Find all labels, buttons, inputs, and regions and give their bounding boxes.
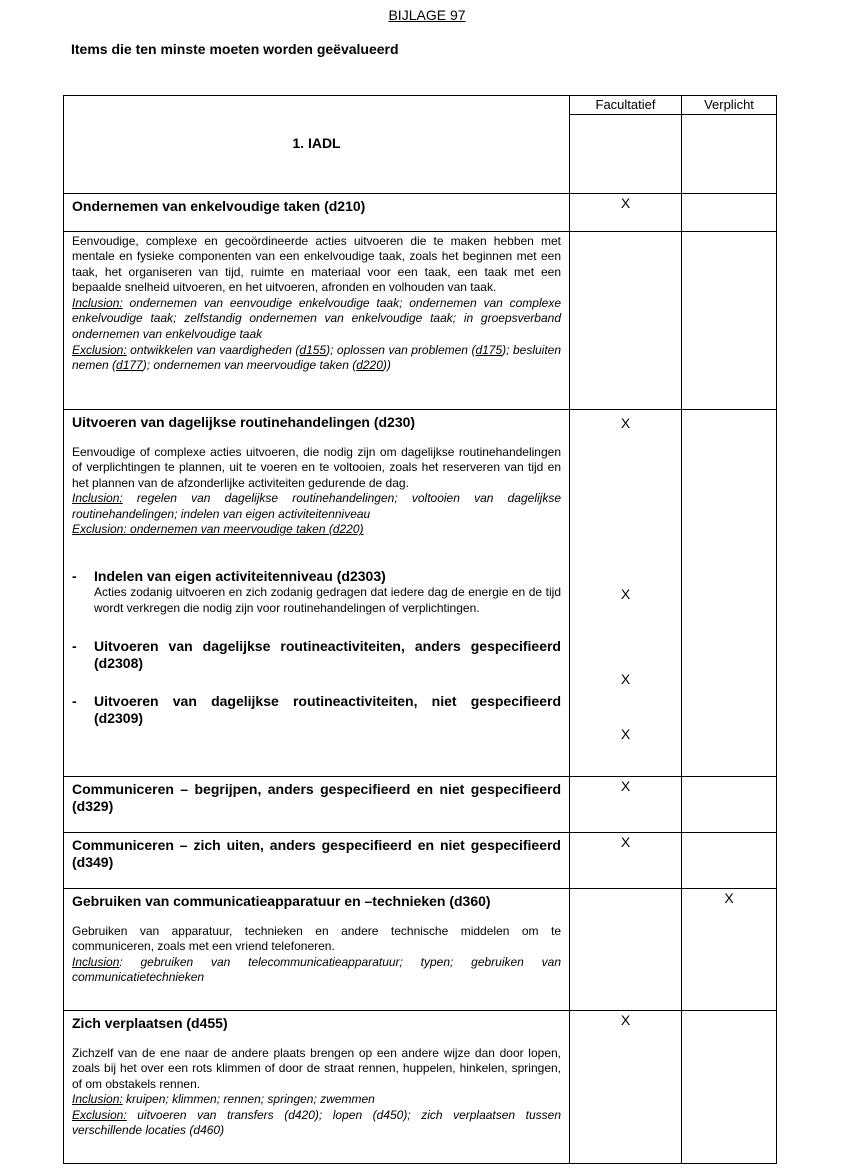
facultatief-mark: X [620, 670, 631, 687]
item-description: Gebruiken van apparatuur, technieken en andere technische middelen om te communiceren, zoals met een vriend telefoneren. [72, 923, 561, 954]
column-header-verplicht: Verplicht [682, 96, 777, 115]
item-inclusion: Inclusion: kruipen; klimmen; rennen; springen; zwemmen [72, 1092, 375, 1107]
table-header-row [64, 96, 777, 115]
item-heading: Communiceren – begrijpen, anders gespecifieerd en niet gespecifieerd (d329) [72, 780, 561, 814]
item-heading: Gebruiken van communicatieapparatuur en –technieken (d360) [72, 892, 491, 909]
sub-item-heading: Indelen van eigen activiteitenniveau (d2303) [94, 568, 386, 585]
page-subtitle: Items die ten minste moeten worden geëvalueerd [71, 41, 399, 57]
item-exclusion: Exclusion: ontwikkelen van vaardigheden (d155); oplossen van problemen (d175); besluiten nemen (d177); ondernemen van meervoudige taken (d220)) [72, 342, 562, 373]
facultatief-mark: X [620, 725, 631, 742]
table-row [64, 888, 777, 1010]
item-heading: Communiceren – zich uiten, anders gespecifieerd en niet gespecifieerd (d349) [72, 836, 561, 870]
verplicht-mark: X [682, 888, 777, 1010]
verplicht-mark [682, 832, 777, 888]
facultatief-mark: X [620, 585, 631, 602]
table-row [64, 409, 777, 776]
table-row [64, 231, 777, 409]
item-description: Eenvoudige of complexe acties uitvoeren, die nodig zijn om dagelijkse routinehandelingen of verplichtingen te plannen, uit te voeren en te voltooien, zoals het reserveren van tijd en het plannen van de afzonderlijke activiteiten gedurende de dag. [72, 444, 561, 490]
item-heading: Uitvoeren van dagelijkse routinehandelingen (d230) [72, 413, 416, 430]
table-row [64, 193, 777, 231]
facultatief-mark: X [570, 193, 682, 231]
page-title: BIJLAGE 97 [388, 7, 466, 23]
sub-item: - Indelen van eigen activiteitenniveau (d2303) Acties zodanig uitvoeren en zich zodanig gedragen dat iedere dag de energie en de tijd wordt verkregen die nodig zijn voor routinehandelingen of verplichtingen. [72, 568, 561, 615]
verplicht-mark [682, 1010, 777, 1163]
facultatief-mark: X [570, 1010, 682, 1163]
sub-item-heading: Uitvoeren van dagelijkse routineactiviteiten, anders gespecifieerd (d2308) [94, 638, 561, 672]
facultatief-mark [570, 888, 682, 1010]
item-inclusion: Inclusion: ondernemen van eenvoudige enkelvoudige taak; ondernemen van complexe enkelvoudige taak; zelfstandig ondernemen van enkelvoudige taak; in groepsverband ondernemen van enkelvoudige taak [72, 295, 561, 342]
item-description: Eenvoudige, complexe en gecoördineerde acties uitvoeren die te maken hebben met mentale en fysieke componenten van een enkelvoudige taak, zoals het beginnen met een taak, het organiseren van tijd, ruimte en materiaal voor een taak, een taak met een bepaalde snelheid uitvoeren, en het uitvoeren, afronden en volhouden van taak. [72, 233, 561, 295]
column-header-facultatief: Facultatief [570, 96, 682, 115]
item-exclusion: Exclusion: ondernemen van meervoudige taken (d220) [72, 522, 364, 537]
item-heading: Ondernemen van enkelvoudige taken (d210) [72, 197, 366, 214]
section-title: 1. IADL [64, 115, 570, 194]
facultatief-mark: X [570, 776, 682, 832]
evaluation-table [63, 95, 777, 1164]
table-row [64, 776, 777, 832]
item-heading: Zich verplaatsen (d455) [72, 1014, 228, 1031]
item-exclusion: Exclusion: uitvoeren van transfers (d420); lopen (d450); zich verplaatsen tussen verschillende locaties (d460) [72, 1107, 561, 1138]
table-row [64, 832, 777, 888]
table-row [64, 1010, 777, 1163]
verplicht-mark [682, 193, 777, 231]
facultatief-mark: X [570, 832, 682, 888]
verplicht-mark [682, 776, 777, 832]
sub-item: - Uitvoeren van dagelijkse routineactiviteiten, niet gespecifieerd (d2309) [72, 693, 561, 727]
facultatief-mark: X [620, 414, 631, 431]
section-row [64, 115, 777, 194]
item-inclusion: Inclusion: gebruiken van telecommunicatieapparatuur; typen; gebruiken van communicatietechnieken [72, 954, 561, 985]
sub-item-description: Acties zodanig uitvoeren en zich zodanig gedragen dat iedere dag de energie en de tijd wordt verkregen die nodig zijn voor routinehandelingen of verplichtingen. [94, 585, 561, 615]
item-description: Zichzelf van de ene naar de andere plaats brengen op een andere wijze dan door lopen, zoals bij het over een rots klimmen of door de straat rennen, huppelen, hinkelen, springen, of om obstakels rennen. [72, 1045, 561, 1091]
item-inclusion: Inclusion: regelen van dagelijkse routinehandelingen; voltooien van dagelijkse routinehandelingen; indelen van eigen activiteitenniveau [72, 491, 561, 521]
sub-item: - Uitvoeren van dagelijkse routineactiviteiten, anders gespecifieerd (d2308) [72, 638, 561, 672]
sub-item-heading: Uitvoeren van dagelijkse routineactiviteiten, niet gespecifieerd (d2309) [94, 693, 561, 727]
